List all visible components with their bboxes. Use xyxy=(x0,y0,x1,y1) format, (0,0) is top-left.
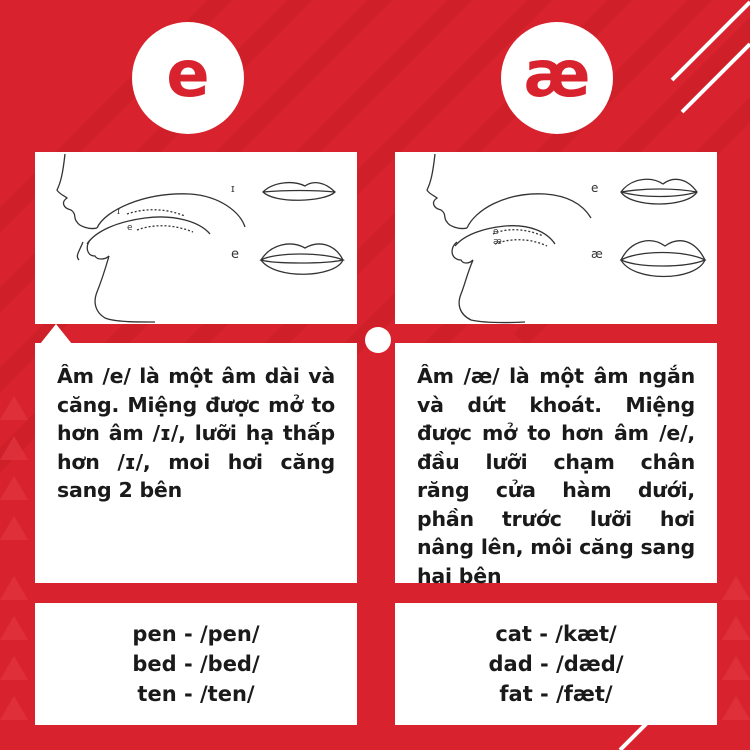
vowel-e-symbol: e xyxy=(166,38,210,112)
mouth-articulation-illustration xyxy=(35,152,357,324)
tongue-label-lower: æ xyxy=(493,237,502,247)
diagram-label-lower: æ xyxy=(591,247,603,261)
example-word: fat - /fæt/ xyxy=(499,682,613,706)
diagram-label-lower: e xyxy=(231,247,239,262)
tongue-label-upper: ɪ xyxy=(117,207,120,217)
example-word: ten - /ten/ xyxy=(137,682,255,706)
vowel-ae-symbol: æ xyxy=(523,38,591,112)
example-word: cat - /kæt/ xyxy=(495,622,617,646)
vowel-ae-mouth-diagram xyxy=(395,152,717,324)
vowel-ae-description-card xyxy=(395,343,717,588)
tongue-label-upper: e xyxy=(493,227,499,237)
vowel-e-examples-card xyxy=(35,603,357,725)
example-word: bed - /bed/ xyxy=(132,652,260,676)
example-word: dad - /dæd/ xyxy=(488,652,624,676)
vowel-e-description: Âm /e/ là một âm dài và căng. Miệng được mở to hơn âm /ɪ/, lưỡi hạ thấp hơn /ɪ/, moi hơi căng sang 2 bên xyxy=(57,364,335,502)
vowel-ae-examples-card xyxy=(395,603,717,725)
center-dot xyxy=(365,327,391,353)
vowel-e-description-card xyxy=(35,343,357,583)
diagram-label-upper: e xyxy=(591,181,599,195)
mouth-articulation-illustration xyxy=(395,152,717,324)
vowel-ae-badge xyxy=(501,22,613,134)
diagram-label-upper: ɪ xyxy=(231,182,235,195)
vowel-e-badge xyxy=(132,22,244,134)
vowel-e-mouth-diagram xyxy=(35,152,357,324)
vowel-ae-description: Âm /æ/ là một âm ngắn và dứt khoát. Miệng được mở to hơn âm /e/, đầu lưỡi chạm chân răng cửa hàm dưới, phần trước lưỡi hơi nâng lên, môi căng sang hai bên xyxy=(417,364,695,588)
speech-pointer xyxy=(40,324,72,344)
tongue-label-lower: e xyxy=(127,223,133,233)
example-word: pen - /pen/ xyxy=(132,622,260,646)
